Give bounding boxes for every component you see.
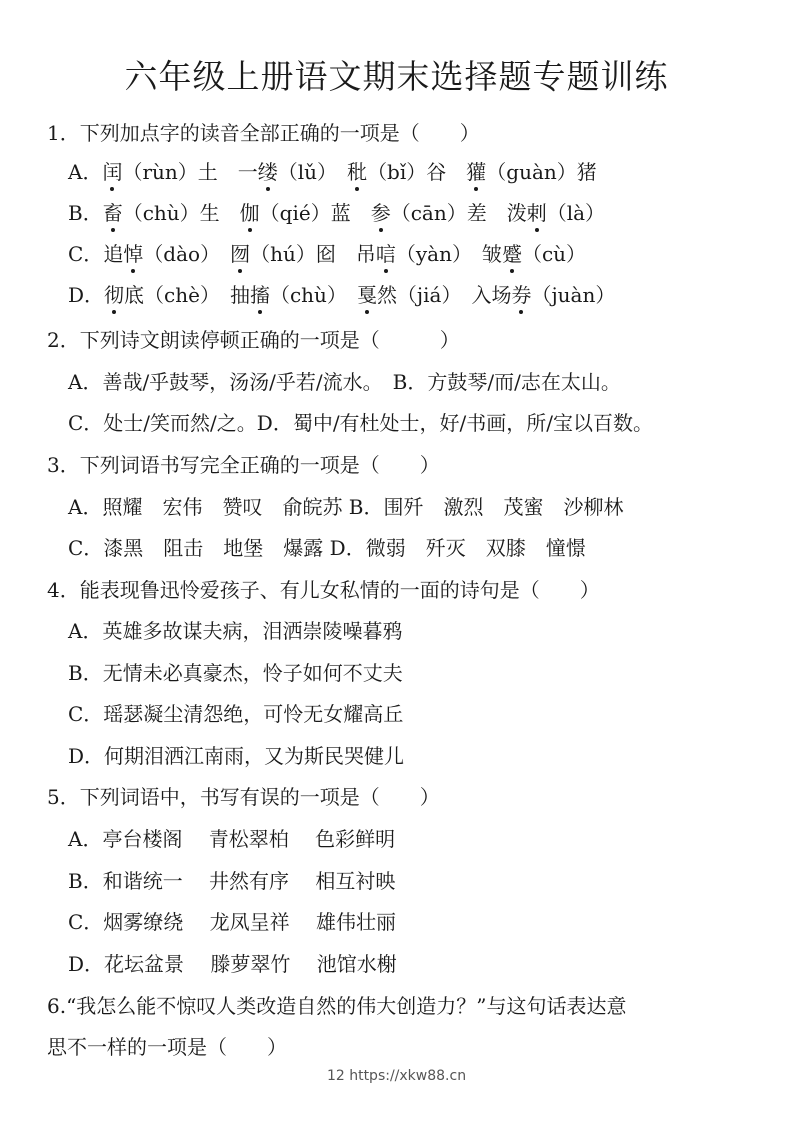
page-title: 六年级上册语文期末选择题专题训练 [124,57,669,96]
question-6-stem-continued: 思不一样的一项是（ ） [47,1035,287,1059]
question-3-options-ab: A．照耀 宏伟 赞叹 俞皖苏 B．围歼 激烈 茂蜜 沙柳林 [68,495,624,519]
question-5-option-a: A．亭台楼阁 青松翠柏 色彩鲜明 [68,827,396,851]
dotted-char: 彻 [104,283,125,307]
question-4-option-c: C．瑶瑟凝尘清怨绝，可怜无女耀高丘 [68,702,404,726]
dotted-char: 闰 [102,160,123,184]
dotted-char: 参 [370,201,391,225]
question-1-stem: 1．下列加点字的读音全部正确的一项是（ ） [47,121,480,145]
dotted-char: 戛 [356,283,377,307]
question-3-options-cd: C．漆黑 阻击 地堡 爆露 D．微弱 歼灭 双膝 憧憬 [68,536,586,560]
dotted-char: 缕 [257,160,278,184]
question-2-options-ab: A．善哉/乎鼓琴，汤汤/乎若/流水。 B．方鼓琴/而/志在太山。 [68,370,621,394]
dotted-char: 囫 [230,242,251,266]
question-5-option-b: B．和谐统一 井然有序 相互衬映 [68,869,396,893]
question-4-option-b: B．无情未必真豪杰，怜子如何不丈夫 [68,661,403,685]
question-4-stem: 4．能表现鲁迅怜爱孩子、有儿女私情的一面的诗句是（ ） [47,578,600,602]
dotted-char: 畜 [102,201,123,225]
question-1-option-c: C．追悼（dào） 囫（hú）囵 吊唁（yàn） 皱蹙（cù） [68,242,587,266]
dotted-char: 獾 [466,160,487,184]
dotted-char: 悼 [123,242,144,266]
question-2-stem: 2．下列诗文朗读停顿正确的一项是（ ） [47,328,460,352]
question-6-stem: 6.“我怎么能不惊叹人类改造自然的伟大创造力？”与这句话表达意 [47,994,627,1018]
question-2-options-cd: C．处士/笑而然/之。D．蜀中/有杜处士，好/书画，所/宝以百数。 [68,411,654,435]
dotted-char: 秕 [347,160,368,184]
question-4-option-d: D．何期泪洒江南雨，又为斯民哭健儿 [68,744,405,768]
dotted-char: 剌 [526,201,547,225]
question-1-option-a: A．闰（rùn）土 一缕（lǔ） 秕（bǐ）谷 獾（guàn）猪 [68,160,597,184]
question-5-option-d: D．花坛盆景 滕萝翠竹 池馆水榭 [68,952,397,976]
dotted-char: 伽 [239,201,260,225]
question-1-option-d: D．彻底（chè） 抽搐（chù） 戛然（jiá） 入场券（juàn） [68,283,616,307]
dotted-char: 蹙 [501,242,522,266]
dotted-char: 唁 [375,242,396,266]
question-1-option-b: B．畜（chù）生 伽（qié）蓝 参（cān）差 泼剌（là） [68,201,606,225]
page-footer: 12 https://xkw88.cn [326,1068,467,1084]
dotted-char: 券 [511,283,532,307]
dotted-char: 搐 [249,283,270,307]
question-3-stem: 3．下列词语书写完全正确的一项是（ ） [47,453,440,477]
question-5-stem: 5．下列词语中，书写有误的一项是（ ） [47,785,440,809]
question-5-option-c: C．烟雾缭绕 龙凤呈祥 雄伟壮丽 [68,910,397,934]
question-4-option-a: A．英雄多故谋夫病，泪洒崇陵噪暮鸦 [68,619,403,643]
